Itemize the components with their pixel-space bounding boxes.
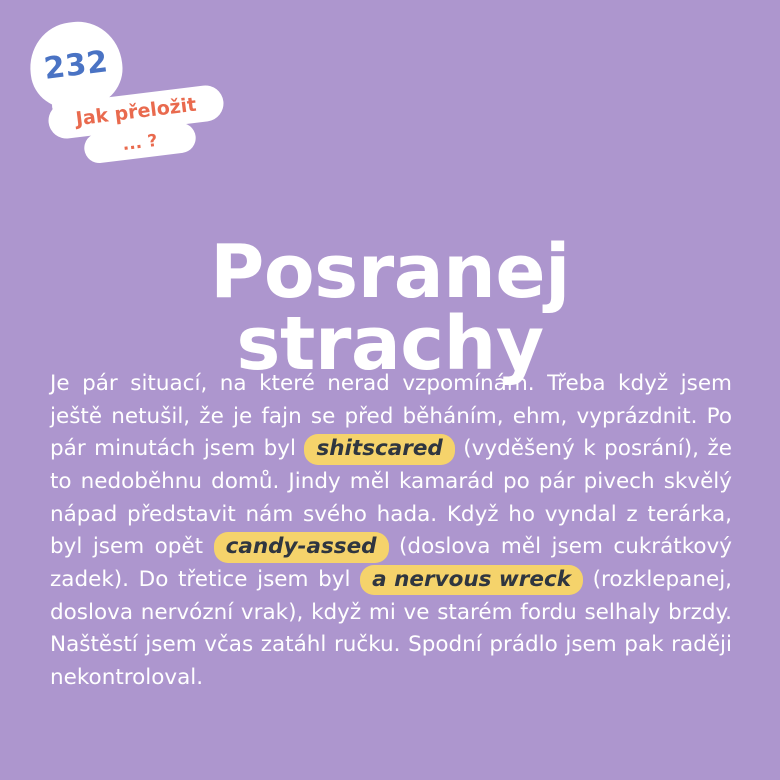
badge-pill-secondary: ... ? [83,121,198,164]
article-body [50,368,732,695]
body-segment-1: Je pár situací, na které nerad vzpomínám. Třeba když jsem ještě netušil, že je fajn se před běháním, ehm, vyprázdnit. Po pár minutách jsem byl [50,371,732,462]
badge-pill-primary: Jak přeložit [46,83,225,140]
page-title-line-1: Posranej [210,228,570,315]
highlight-term-1: shitscared [304,434,454,464]
body-segment-2: (vyděšený k posrání), že to nedoběhnu domů. Jindy měl kamarád po pár pivech skvělý nápad představit nám svého hada. Když ho vyndal z terárka, byl jsem opět [50,436,732,560]
body-segment-4: (rozklepanej, doslova nervózní vrak), když mi ve starém fordu selhaly brzdy. Naštěstí jsem včas zatáhl ručku. Spodní prádlo jsem pak raději nekontroloval. [50,567,732,691]
page-title-line-2: strachy [236,301,544,388]
body-segment-3: (doslova měl jsem cukrátkový zadek). Do třetice jsem byl [50,534,733,593]
page-title [0,228,780,388]
highlight-term-2: candy-assed [214,532,389,562]
article-paragraph [50,368,732,695]
highlight-term-3: a nervous wreck [360,565,583,595]
issue-number: 232 [42,43,110,87]
badge-cluster [22,18,242,158]
